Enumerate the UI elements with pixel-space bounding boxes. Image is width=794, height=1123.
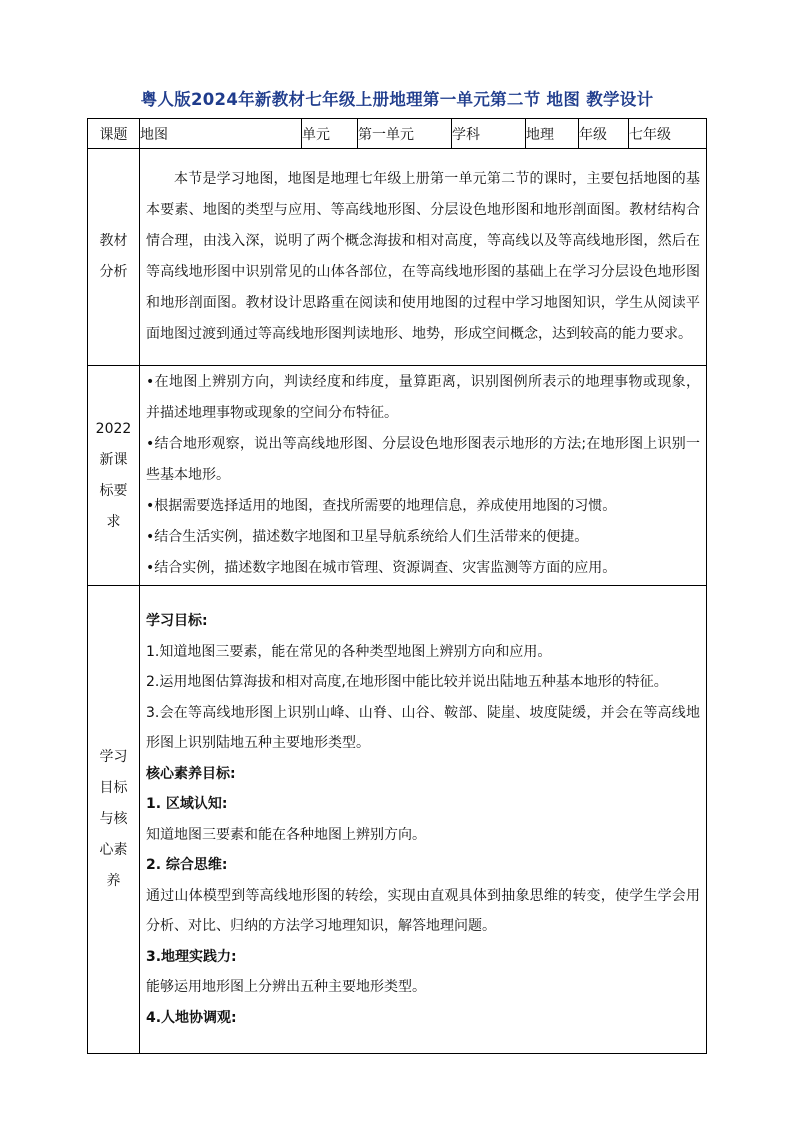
subject-label: 学科 (452, 119, 526, 149)
goals-row (88, 586, 707, 1054)
core-literacy-heading: 核心素养目标: (146, 765, 236, 782)
analysis-content (140, 149, 707, 366)
goals-label-line: 养 (106, 873, 121, 889)
standards-content (140, 366, 707, 586)
grade-value: 七年级 (629, 119, 707, 149)
learning-goal-item: 2.运用地图估算海拔和相对高度,在地形图中能比较并说出陆地五种基本地形的特征。 (146, 674, 668, 690)
core-item-text: 能够运用地形图上分辨出五种主要地形类型。 (146, 979, 426, 995)
goals-label-line: 目标 (99, 780, 128, 796)
subject-value: 地理 (526, 119, 579, 149)
core-item-heading: 3.地理实践力: (146, 948, 237, 965)
standards-label-line: 求 (106, 513, 121, 530)
core-item-heading: 1. 区域认知: (146, 796, 228, 812)
learning-goal-item: 3.会在等高线地形图上识别山峰、山脊、山谷、鞍部、陡崖、坡度陡缓，并会在等高线地形图上识别陆地五种主要地形类型。 (146, 704, 700, 751)
analysis-label-line: 教材 (99, 233, 128, 249)
topic-label: 课题 (88, 119, 140, 149)
grade-label: 年级 (579, 119, 629, 149)
standard-item: •结合实例，描述数字地图在城市管理、资源调查、灾害监测等方面的应用。 (146, 560, 617, 576)
analysis-text: 本节是学习地图，地图是地理七年级上册第一单元第二节的课时，主要包括地图的基本要素、地图的类型与应用、等高线地形图、分层设色地形图和地形剖面图。教材结构合情合理，由浅入深，说明了两个概念海拔和相对高度，等高线以及等高线地形图，然后在等高线地形图中识别常见的山体各部位，在等高线地形图的基础上在学习分层设色地形图和地形剖面图。教材设计思路重在阅读和使用地图的过程中学习地图知识，学生从阅读平面地图过渡到通过等高线地形图判读地形、地势，形成空间概念，达到较高的能力要求。 (146, 171, 700, 342)
goals-label (88, 586, 140, 1054)
learning-goal-item: 1.知道地图三要素，能在常见的各种类型地图上辨别方向和应用。 (146, 643, 552, 660)
goals-label-line: 学习 (99, 749, 128, 765)
standards-label-line: 2022 (95, 420, 132, 437)
analysis-label-line: 分析 (99, 264, 128, 280)
standards-label-line: 新课 (99, 451, 128, 468)
standard-item: •结合地形观察，说出等高线地形图、分层设色地形图表示地形的方法;在地形图上识别一些基本地形。 (146, 436, 700, 483)
lesson-plan-table (87, 118, 707, 1054)
header-row (88, 119, 707, 149)
document-title: 粤人版2024年新教材七年级上册地理第一单元第二节 地图 教学设计 (140, 90, 654, 109)
core-item-text: 通过山体模型到等高线地形图的转绘，实现由直观具体到抽象思维的转变，使学生学会用分析、对比、归纳的方法学习地理知识，解答地理问题。 (146, 887, 700, 934)
standards-row (88, 366, 707, 586)
learning-goals-heading: 学习目标: (146, 613, 208, 629)
core-item-text: 知道地图三要素和能在各种地图上辨别方向。 (146, 826, 426, 843)
analysis-label (88, 149, 140, 366)
core-item-heading: 2. 综合思维: (146, 857, 228, 873)
standard-item: •在地图上辨别方向，判读经度和纬度，量算距离，识别图例所表示的地理事物或现象，并描述地理事物或现象的空间分布特征。 (146, 374, 700, 421)
standard-item: •结合生活实例，描述数字地图和卫星导航系统给人们生活带来的便捷。 (146, 529, 589, 545)
analysis-row (88, 149, 707, 366)
goals-label-line: 与核 (99, 811, 128, 827)
unit-label: 单元 (302, 119, 358, 149)
standards-label-line: 标要 (99, 482, 128, 499)
standard-item: •根据需要选择适用的地图，查找所需要的地理信息，养成使用地图的习惯。 (146, 498, 617, 514)
core-item-heading: 4.人地协调观: (146, 1009, 237, 1026)
goals-content (140, 586, 707, 1054)
standards-label (88, 366, 140, 586)
topic-value: 地图 (140, 119, 302, 149)
unit-value: 第一单元 (358, 119, 452, 149)
goals-label-line: 心素 (99, 842, 128, 858)
